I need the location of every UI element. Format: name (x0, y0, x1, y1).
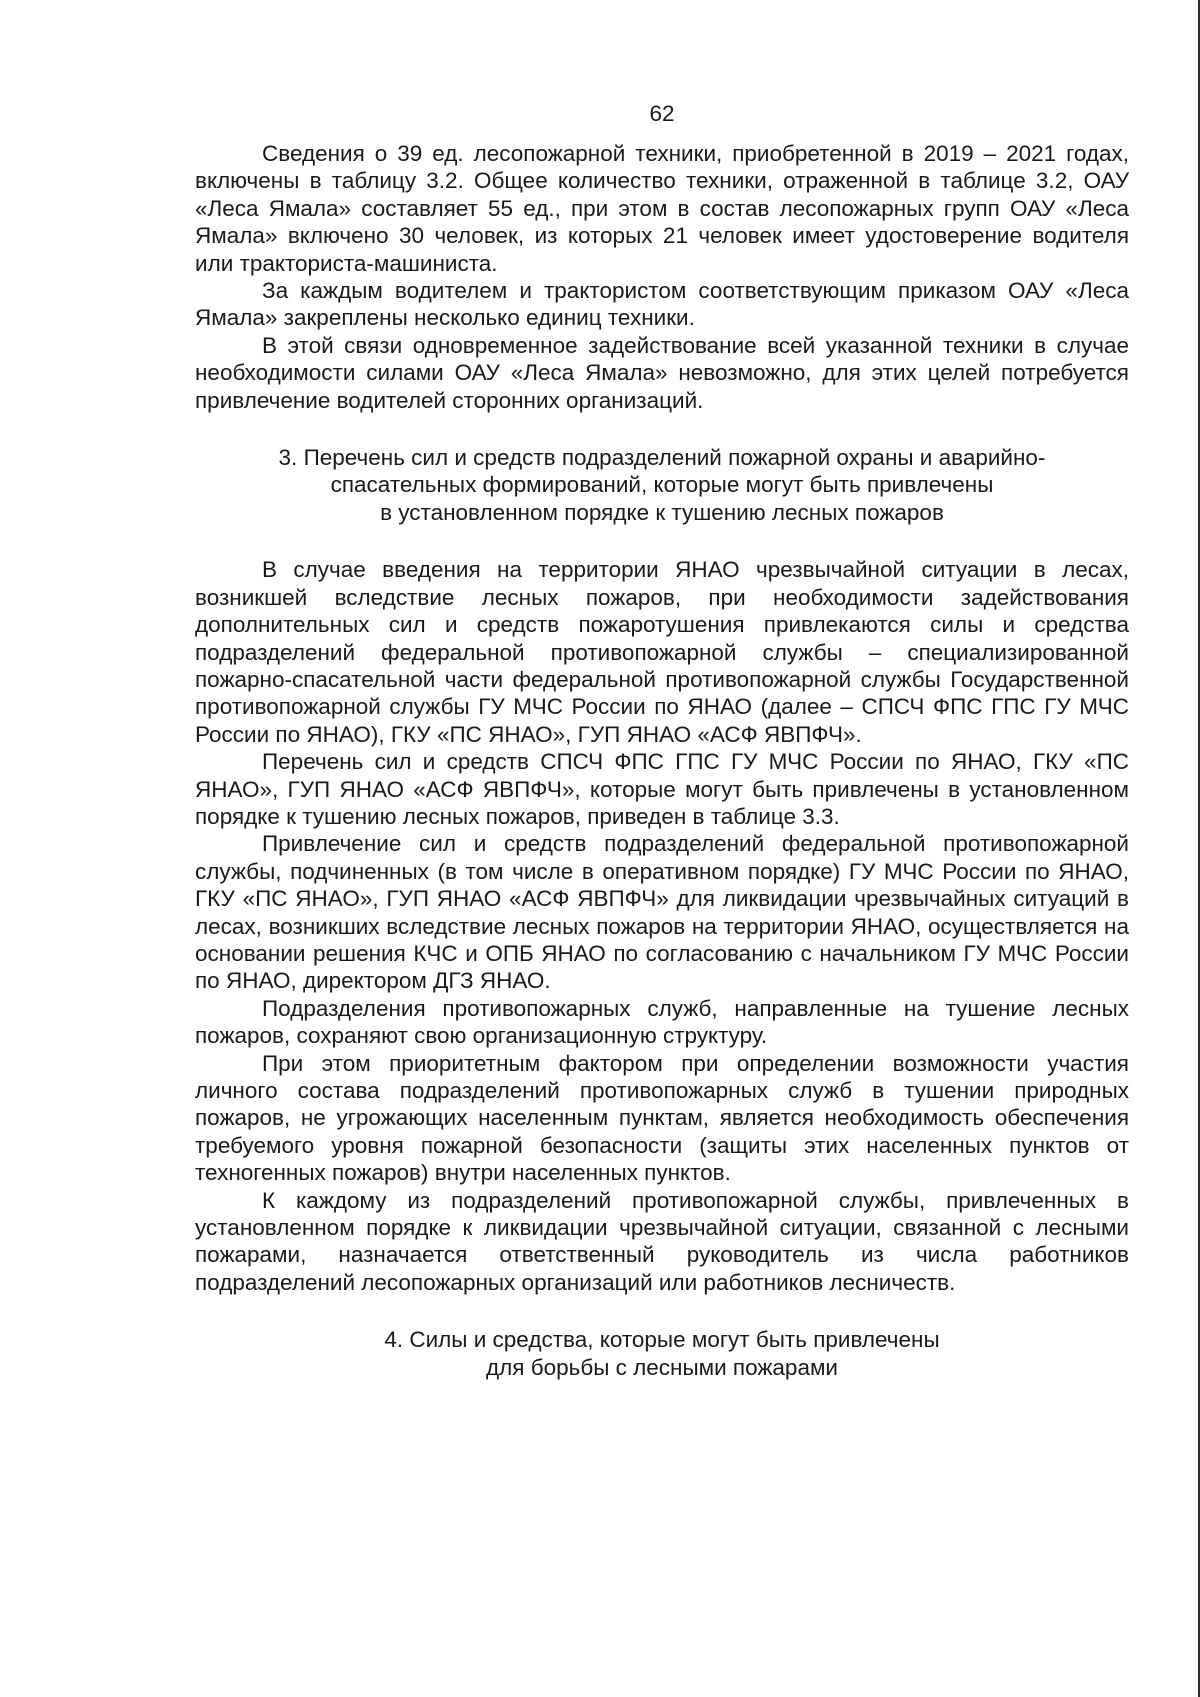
paragraph-responsible-leader: К каждому из подразделений противопожарной службы, привлеченных в установленном порядке к ликвидации чрезвычайной ситуации, связанной с лесными пожарами, назначается ответственный руководитель из числа работников подразделений лесопожарных организаций или работников лесничеств. (195, 1187, 1129, 1295)
paragraph-drivers-assigned: За каждым водителем и трактористом соответствующим приказом ОАУ «Леса Ямала» закреплены несколько единиц техники. (195, 278, 1129, 331)
section-heading-3-line-3: в установленном порядке к тушению лесных пожаров (380, 499, 944, 525)
section-heading-3 (195, 444, 1129, 526)
paragraph-priority-factor: При этом приоритетным фактором при определении возможности участия личного состава подразделений противопожарных служб в тушении природных пожаров, не угрожающих населенным пунктам, является необходимость обеспечения требуемого уровня пожарной безопасности (защиты этих населенных пунктов от техногенных пожаров) внутри населенных пунктов. (195, 1050, 1129, 1186)
paragraph-equipment-count: Сведения о 39 ед. лесопожарной техники, приобретенной в 2019 – 2021 годах, включены в таблицу 3.2. Общее количество техники, отраженной в таблице 3.2, ОАУ «Леса Ямала» составляет 55 ед., при этом в состав лесопожарных групп ОАУ «Леса Ямала» включено 30 человек, из которых 21 человек имеет удостоверение водителя или тракториста-машиниста. (195, 141, 1129, 276)
section-heading-4-line-1: 4. Силы и средства, которые могут быть привлечены (384, 1327, 940, 1353)
section-heading-3-line-1: 3. Перечень сил и средств подразделений пожарной охраны и аварийно- (278, 445, 1046, 471)
section-heading-4-line-2: для борьбы с лесными пожарами (486, 1354, 838, 1380)
paragraph-forces-list: Перечень сил и средств СПСЧ ФПС ГПС ГУ МЧС России по ЯНАО, ГКУ «ПС ЯНАО», ГУП ЯНАО «АСФ ЯВПФЧ», которые могут быть привлечены в установленном порядке к тушению лесных пожаров, приведен в таблице 3.3. (195, 749, 1129, 829)
paragraph-third-party-drivers: В этой связи одновременное задействование всей указанной техники в случае необходимости силами ОАУ «Леса Ямала» невозможно, для этих целей потребуется привлечение водителей сторонних организаций. (195, 332, 1129, 413)
document-body (195, 140, 1129, 1381)
paragraph-structure-preserved: Подразделения противопожарных служб, направленные на тушение лесных пожаров, сохраняют свою организационную структуру. (195, 995, 1129, 1049)
paragraph-engagement-procedure: Привлечение сил и средств подразделений федеральной противопожарной службы, подчиненных (в том числе в оперативном порядке) ГУ МЧС России по ЯНАО, ГКУ «ПС ЯНАО», ГУП ЯНАО «АСФ ЯВПФЧ» для ликвидации чрезвычайных ситуаций в лесах, возникших вследствие лесных пожаров на территории ЯНАО, осуществляется на основании решения КЧС и ОПБ ЯНАО по согласованию с начальником ГУ МЧС России по ЯНАО, директором ДГЗ ЯНАО. (195, 831, 1129, 994)
section-heading-3-line-2: спасательных формирований, которые могут быть привлечены (330, 472, 994, 498)
page-number: 62 (649, 101, 675, 126)
paragraph-emergency-forces: В случае введения на территории ЯНАО чрезвычайной ситуации в лесах, возникшей вследствие лесных пожаров, при необходимости задействования дополнительных сил и средств пожаротушения привлекаются силы и средства подразделений федеральной противопожарной службы – специализированной пожарно-спасательной части федеральной противопожарной службы Государственной противопожарной службы ГУ МЧС России по ЯНАО (далее – СПСЧ ФПС ГПС ГУ МЧС России по ЯНАО), ГКУ «ПС ЯНАО», ГУП ЯНАО «АСФ ЯВПФЧ». (195, 557, 1129, 747)
section-heading-4 (195, 1326, 1129, 1381)
